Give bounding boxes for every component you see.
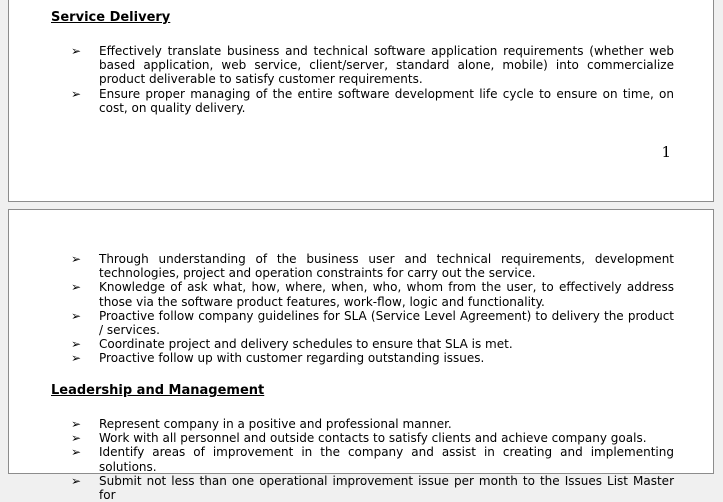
document-page-1 [8, 0, 714, 202]
list-item [71, 252, 674, 280]
arrowhead-bullet-icon: ➢ [71, 417, 82, 431]
list-item [71, 351, 674, 365]
list-item [71, 337, 674, 351]
list-item-text: Represent company in a positive and professional manner. [99, 417, 452, 431]
list-item [71, 431, 674, 445]
arrowhead-bullet-icon: ➢ [71, 337, 82, 352]
service-delivery-list-continued [71, 252, 674, 366]
page-number: 1 [661, 143, 671, 161]
arrowhead-bullet-icon: ➢ [71, 431, 82, 446]
document-page-2 [8, 209, 714, 502]
list-item-text: Coordinate project and delivery schedules to ensure that SLA is met. [99, 337, 513, 352]
list-item-text: Effectively translate business and technical software application requirements (whether web based application, web service, client/server, standard alone, mobile) into commercialize product deliverable to satisfy customer requirements. [99, 44, 674, 87]
arrowhead-bullet-icon: ➢ [71, 473, 82, 488]
list-item [71, 280, 674, 308]
arrowhead-bullet-icon: ➢ [71, 86, 82, 101]
list-item [71, 44, 674, 87]
list-item [71, 417, 674, 431]
list-item [71, 474, 674, 502]
list-item [71, 445, 674, 473]
list-item-text: Submit not less than one operational improvement issue per month to the Issues List Master for [99, 473, 674, 502]
list-item-text: Work with all personnel and outside contacts to satisfy clients and achieve company goals. [99, 431, 647, 446]
list-item-text: Ensure proper managing of the entire software development life cycle to ensure on time, on cost, on quality delivery. [99, 86, 674, 115]
list-item-text: Proactive follow company guidelines for SLA (Service Level Agreement) to delivery the product / services. [99, 308, 674, 338]
arrowhead-bullet-icon: ➢ [71, 445, 82, 460]
section-heading-leadership-management: Leadership and Management [51, 383, 265, 398]
leadership-management-list [71, 417, 674, 502]
list-item-text: Knowledge of ask what, how, where, when, who, whom from the user, to effectively address those via the software product features, work-flow, logic and functionality. [99, 280, 674, 309]
list-item-text: Proactive follow up with customer regarding outstanding issues. [99, 351, 485, 366]
arrowhead-bullet-icon: ➢ [71, 252, 82, 266]
arrowhead-bullet-icon: ➢ [71, 280, 82, 295]
list-item [71, 87, 674, 115]
list-item-text: Through understanding of the business user and technical requirements, development technologies, project and operation constraints for carry out the service. [99, 252, 674, 281]
service-delivery-list [71, 44, 674, 115]
section-heading-service-delivery: Service Delivery [51, 10, 171, 25]
arrowhead-bullet-icon: ➢ [71, 351, 82, 366]
list-item [71, 309, 674, 337]
list-item-text: Identify areas of improvement in the company and assist in creating and implementing solutions. [99, 445, 674, 474]
arrowhead-bullet-icon: ➢ [71, 44, 82, 58]
arrowhead-bullet-icon: ➢ [71, 308, 82, 323]
